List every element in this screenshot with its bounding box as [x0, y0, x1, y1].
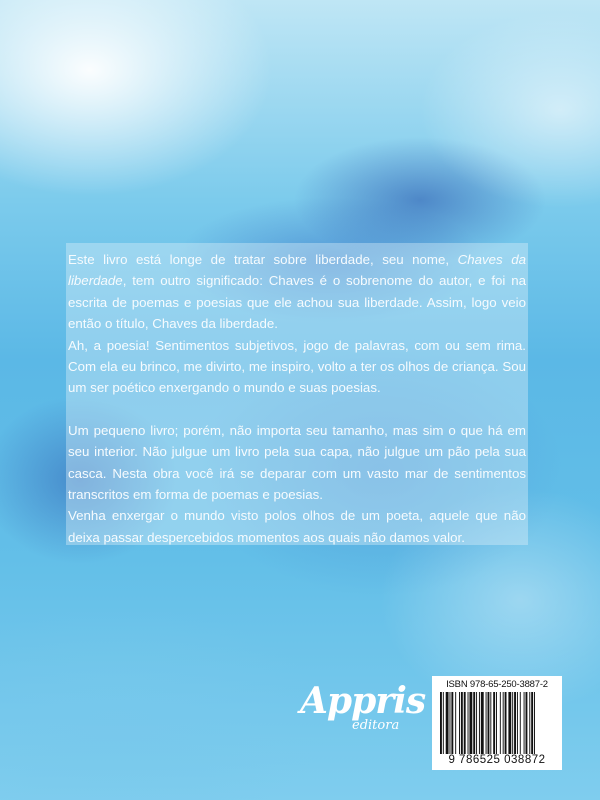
description-paragraph-2: Ah, a poesia! Sentimentos subjetivos, jogo de palavras, com ou sem rima. Com ela eu brinco, me divirto, me inspiro, volto a ter os olhos de criança. Sou um ser poético enxergando o mundo e suas poesias. — [68, 337, 526, 396]
description-panel — [66, 243, 528, 545]
description-paragraph-3: Um pequeno livro; porém, não importa seu tamanho, mas sim o que há em seu interior. Não julgue um livro pela sua capa, não julgue um pão pela sua casca. Nesta obra você irá se deparar com um vasto mar de sentimentos transcritos em forma de poemas e poesias. — [68, 422, 526, 503]
publisher-name: Appris — [300, 680, 426, 722]
paragraph-1-intro: Este livro está longe de tratar sobre liberdade, seu nome, — [68, 252, 458, 267]
paragraph-1-rest: , tem outro significado: Chaves é o sobrenome do autor, e foi na escrita de poemas e poesias que ele achou sua liberdade. Assim, logo veio então o título, Chaves da liberdade. — [68, 273, 526, 332]
barcode-digits: 9 786525 038872 — [448, 754, 546, 766]
book-title-italic: Chaves da liberdade — [68, 252, 526, 289]
barcode-bars — [438, 692, 556, 754]
description-paragraph-1 — [66, 249, 528, 335]
paragraph-gap — [66, 399, 528, 420]
isbn-barcode-box — [432, 676, 562, 770]
publisher-subtitle: editora — [352, 718, 400, 733]
isbn-label: ISBN 978-65-250-3887-2 — [446, 679, 548, 690]
publisher-logo — [300, 678, 426, 740]
description-paragraph-4: Venha enxergar o mundo visto polos olhos de um poeta, aquele que não deixa passar despercebidos momentos aos quais não damos valor. — [68, 508, 526, 545]
